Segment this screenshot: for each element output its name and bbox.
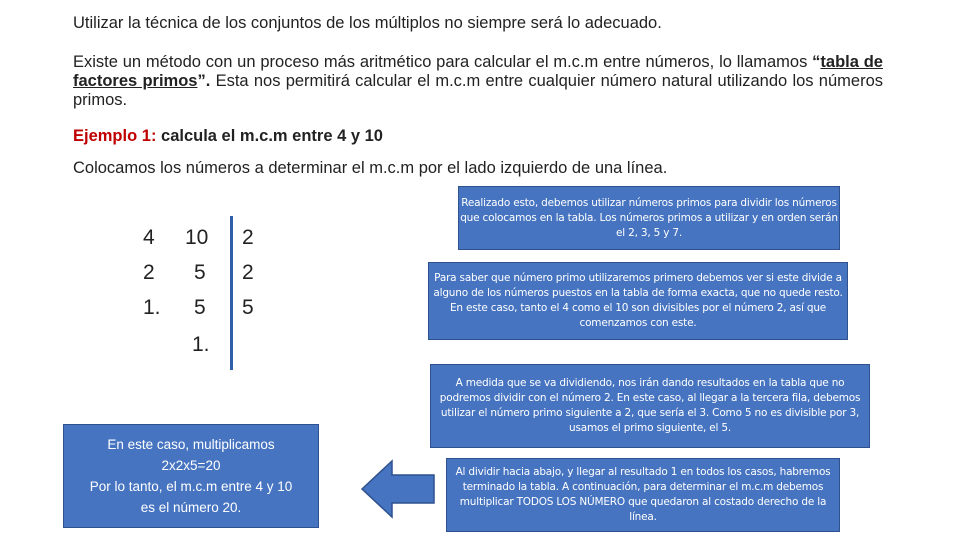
table-col2-row1: 10 (185, 226, 209, 249)
table-col2-row4: 1. (192, 333, 210, 356)
method-text-a: Existe un método con un proceso más aritmético para calcular el m.c.m entre números, lo llamamos (73, 53, 813, 71)
result-line-4: es el número 20. (140, 500, 242, 515)
table-col1-row1: 4 (143, 226, 155, 249)
example-heading (73, 127, 883, 146)
example-text: calcula el m.c.m entre 4 y 10 (156, 127, 383, 145)
place-numbers-text: Colocamos los números a determinar el m.c.m por el lado izquierdo de una línea. (73, 159, 668, 177)
method-text-b: Esta nos permitirá calcular el m.c.m entre cualquier número natural utilizando los números primos. (73, 72, 883, 109)
table-col1-row2: 2 (143, 261, 155, 284)
result-line-1: En este caso, multiplicamos (107, 437, 275, 452)
method-term: tabla de factores primos (73, 53, 883, 90)
method-paragraph (73, 53, 883, 110)
table-col1-row3: 1. (143, 296, 161, 319)
intro-text: Utilizar la técnica de los conjuntos de los múltiplos no siempre será lo adecuado. (73, 14, 662, 32)
table-factor-row3: 5 (242, 296, 254, 319)
note-box-3 (430, 364, 870, 448)
method-quote-close: ”. (197, 72, 211, 90)
method-quote-open: “ (812, 53, 821, 71)
note-box-2 (428, 262, 848, 340)
note-text-3: A medida que se va dividiendo, nos irán dando resultados en la tabla que no podremos dividir con el número 2. En este caso, al llegar a la tercera fila, debemos utilizar el número primo siguiente a 2, que sería el 3. Como 5 no es divisible por 3, usamos el primo siguiente, el 5. (439, 377, 861, 434)
table-col2-row3: 5 (194, 296, 206, 319)
table-col2-row2: 5 (194, 261, 206, 284)
result-line-2: 2x2x5=20 (161, 458, 221, 473)
table-divider-line (230, 216, 233, 370)
result-box (63, 424, 319, 528)
note-box-1 (458, 186, 840, 250)
arrow-left-icon (360, 458, 436, 520)
note-text-1: Realizado esto, debemos utilizar números primos para dividir los números que colocamos en la tabla. Los números primos a utilizar y en orden serán el 2, 3, 5 y 7. (460, 196, 838, 239)
note-text-4: Al dividir hacia abajo, y llegar al resultado 1 en todos los casos, habremos terminado la tabla. A continuación, para determinar el m.c.m debemos multiplicar TODOS LOS NÚMERO que quedaron al costado derecho de la línea. (455, 466, 831, 523)
note-box-4 (446, 458, 840, 532)
example-label: Ejemplo 1: (73, 127, 157, 145)
result-line-3: Por lo tanto, el m.c.m entre 4 y 10 (89, 479, 293, 494)
note-text-2: Para saber que número primo utilizaremos primero debemos ver si este divide a alguno de los números puestos en la tabla de forma exacta, que no quede resto. En este caso, tanto el 4 como el 10 son divisibles por el número 2, así que comenzamos con este. (433, 272, 843, 329)
table-factor-row1: 2 (242, 226, 254, 249)
table-factor-row2: 2 (242, 261, 254, 284)
